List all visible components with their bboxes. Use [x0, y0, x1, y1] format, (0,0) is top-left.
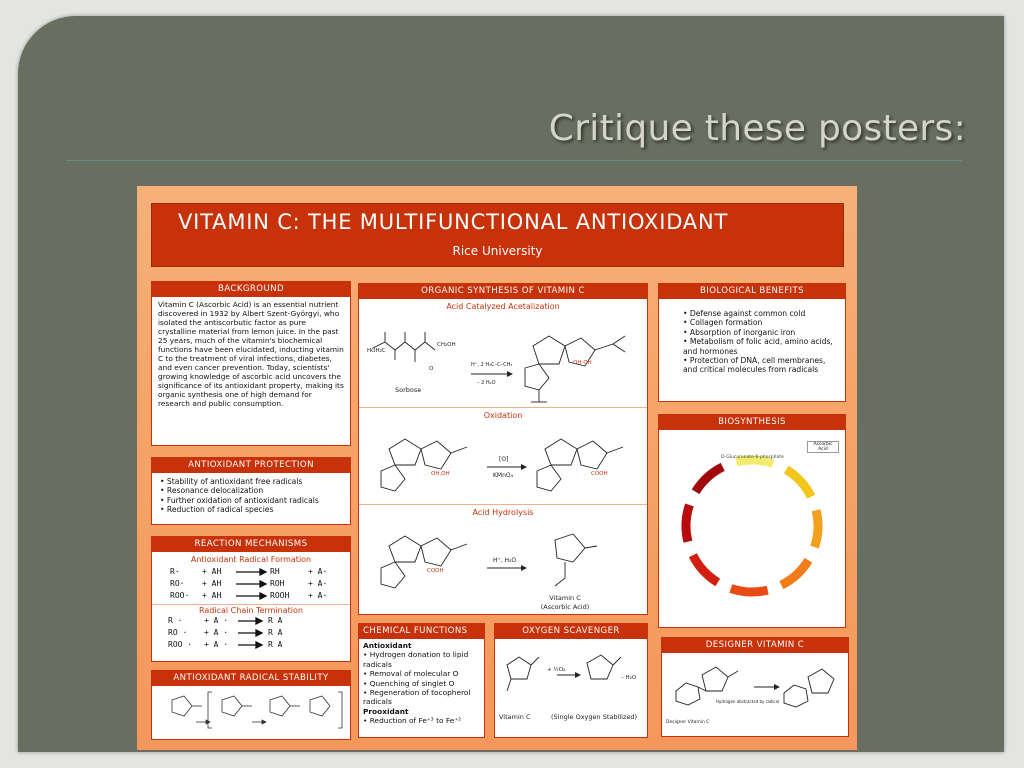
list-item: • Resonance delocalization [160, 486, 342, 495]
equation-reactant: RO · [168, 628, 188, 637]
svg-text:O: O [429, 366, 434, 372]
designer-vitamin-c-box [661, 637, 849, 737]
radical-formation-title: Antioxidant Radical Formation [190, 555, 312, 564]
organic-synthesis-box [358, 283, 648, 615]
oxygen-scavenger-box [494, 623, 648, 738]
background-box [151, 281, 351, 446]
svg-text:COOH: COOH [427, 568, 444, 574]
organic-synthesis-heading: ORGANIC SYNTHESIS OF VITAMIN C [359, 284, 647, 299]
equation-reactant: ROO · [168, 640, 193, 649]
list-item: • Further oxidation of antioxidant radicals [160, 496, 342, 505]
equation-reactant: ROO· [170, 591, 190, 600]
equation-reactant: R · [168, 616, 183, 625]
cycle-segment [781, 560, 808, 585]
hydrolysis-title: Acid Hydrolysis [472, 508, 534, 517]
biosynthesis-heading: BIOSYNTHESIS [659, 415, 845, 430]
reaction-arrows [152, 564, 350, 604]
cycle-segment [786, 470, 811, 497]
oxidation-diagram [359, 423, 647, 501]
hydrolysis-panel [359, 508, 647, 623]
list-item: • Hydrogen donation to lipid radicals [363, 650, 469, 669]
svg-text:CH₂OH: CH₂OH [437, 342, 456, 348]
biological-benefits-heading: BIOLOGICAL BENEFITS [659, 284, 845, 299]
vitamin-c-label: Vitamin C [549, 594, 581, 602]
list-item: • Quenching of singlet O [363, 678, 455, 688]
oxidation-agent: KMnO₄ [493, 472, 514, 479]
svg-text:OH,OH: OH,OH [431, 471, 450, 477]
list-item: • Collagen formation [683, 318, 837, 327]
oxidation-reagent: [O] [499, 456, 509, 463]
biological-benefits-list [659, 299, 845, 379]
oxygen-reagent: + ½O₂ [547, 667, 566, 673]
equation-reactant: R· [170, 567, 180, 576]
list-item: • Protection of DNA, cell membranes, and critical molecules from radicals [683, 356, 837, 375]
list-item: • Reduction of Fe⁺³ to Fe⁺² [363, 716, 462, 726]
equation-reagent: + AH [202, 567, 222, 576]
cycle-segment [815, 510, 818, 547]
equation-reagent: + A · [204, 616, 229, 625]
equation-byproduct: + A· [308, 579, 328, 588]
svg-text:HOH₂C: HOH₂C [367, 348, 386, 354]
acetalization-title: Acid Catalyzed Acetalization [446, 302, 560, 311]
chemical-functions-content [359, 639, 484, 728]
equation-product: R A [268, 628, 283, 637]
designer-vitamin-c-diagram [662, 653, 848, 735]
singlet-oxygen-label: (Single Oxygen Stabilized) [551, 713, 637, 721]
water-byproduct: – H₂O [621, 675, 637, 681]
equation-product: R A [268, 640, 283, 649]
list-item: • Removal of molecular O [363, 669, 459, 679]
hydrolysis-reagent: H⁺, H₂O [493, 557, 517, 564]
equation-reactant: RO· [170, 579, 185, 588]
hydrogen-abstraction-label: Hydrogen abstracted by radical [716, 699, 780, 704]
ascorbic-acid-endpoint: Ascorbic Acid [807, 441, 839, 453]
acetalization-reagent: H⁺, 2 H₃C–C–CH₃ [471, 362, 513, 368]
cycle-segment [693, 555, 718, 582]
cycle-segment [731, 589, 768, 592]
equation-reagent: + A · [204, 640, 229, 649]
cycle-segment [696, 467, 723, 492]
acetalization-diagram [359, 316, 647, 406]
chemical-functions-box [358, 623, 485, 738]
svg-text:COOH: COOH [591, 471, 608, 477]
cycle-segment [686, 505, 689, 542]
hydrolysis-diagram [359, 520, 647, 620]
equation-product: ROOH [270, 591, 290, 600]
list-item: • Regeneration of tocopherol radicals [363, 688, 471, 707]
equation-reagent: + AH [202, 591, 222, 600]
equation-byproduct: + A· [308, 591, 328, 600]
poster-banner [151, 203, 844, 267]
termination-arrows [152, 615, 350, 653]
oxidation-title: Oxidation [483, 411, 523, 420]
antioxidant-protection-box [151, 457, 351, 525]
reaction-mechanisms-heading: REACTION MECHANISMS [152, 537, 350, 552]
oxygen-scavenger-heading: OXYGEN SCAVENGER [495, 624, 647, 639]
list-item: • Reduction of radical species [160, 505, 342, 514]
designer-label: Designer Vitamin C [666, 720, 710, 725]
cycle-segment [736, 460, 773, 463]
poster-image [137, 186, 857, 750]
radical-resonance-diagram [152, 686, 350, 738]
reaction-mechanisms-box [151, 536, 351, 662]
equation-product: R A [268, 616, 283, 625]
vitamin-c-label: Vitamin C [499, 713, 531, 721]
ascorbic-acid-label: (Ascorbic Acid) [540, 603, 590, 611]
list-item: • Stability of antioxidant free radicals [160, 477, 342, 486]
svg-text:OH OH: OH OH [573, 360, 592, 366]
list-item: • Metabolism of folic acid, amino acids, and hormones [683, 337, 837, 356]
acetalization-byproduct: – 2 H₂O [477, 380, 496, 386]
designer-vitamin-c-heading: DESIGNER VITAMIN C [662, 638, 848, 653]
prooxidant-subheading: Prooxidant [363, 706, 409, 716]
antioxidant-subheading: Antioxidant [363, 641, 412, 650]
radical-formation-equations [152, 564, 350, 604]
oxygen-scavenger-diagram [495, 639, 647, 735]
antioxidant-protection-list [152, 473, 350, 519]
sorbose-label: Sorbose [395, 386, 422, 394]
equation-product: RH [270, 567, 280, 576]
cycle-center-label: D-Glucuronate-6-phosphate [721, 455, 784, 460]
chemical-functions-heading: CHEMICAL FUNCTIONS [359, 624, 484, 639]
equation-reagent: + A · [204, 628, 229, 637]
poster-subtitle: Rice University [452, 244, 543, 258]
poster-title: VITAMIN C: THE MULTIFUNCTIONAL ANTIOXIDANT [178, 210, 729, 234]
antioxidant-protection-heading: ANTIOXIDANT PROTECTION [152, 458, 350, 473]
background-heading: BACKGROUND [152, 282, 350, 297]
slide-title: Critique these posters: [548, 108, 966, 149]
biosynthesis-box [658, 414, 846, 628]
chain-termination-title: Radical Chain Termination [199, 606, 303, 615]
oxidation-panel [359, 411, 647, 505]
equation-reagent: + AH [202, 579, 222, 588]
list-item: • Absorption of inorganic iron [683, 328, 837, 337]
chain-termination-equations [152, 615, 350, 653]
list-item: • Defense against common cold [683, 309, 837, 318]
equation-product: ROH [270, 579, 285, 588]
background-text: Vitamin C (Ascorbic Acid) is an essential nutrient discovered in 1932 by Albert Szent-Györgyi, who isolated the antiscorbutic factor as pure crystalline material from lemon juice. In the past 25 years, much of the vitamin's biochemical functions have been elucidated, inducting vitamin C to the treatment of viral infections, diabetes, and even cancer prevention. Today, scientists' growing knowledge of ascorbic acid uncovers the significance of its antioxidant property, making its organic synthesis one of high demand for research and public consumption. [158, 300, 344, 408]
title-divider [66, 160, 962, 161]
radical-stability-box [151, 670, 351, 740]
equation-byproduct: + A· [308, 567, 328, 576]
acetalization-panel [359, 302, 647, 408]
biological-benefits-box [658, 283, 846, 402]
radical-stability-heading: ANTIOXIDANT RADICAL STABILITY [152, 671, 350, 686]
